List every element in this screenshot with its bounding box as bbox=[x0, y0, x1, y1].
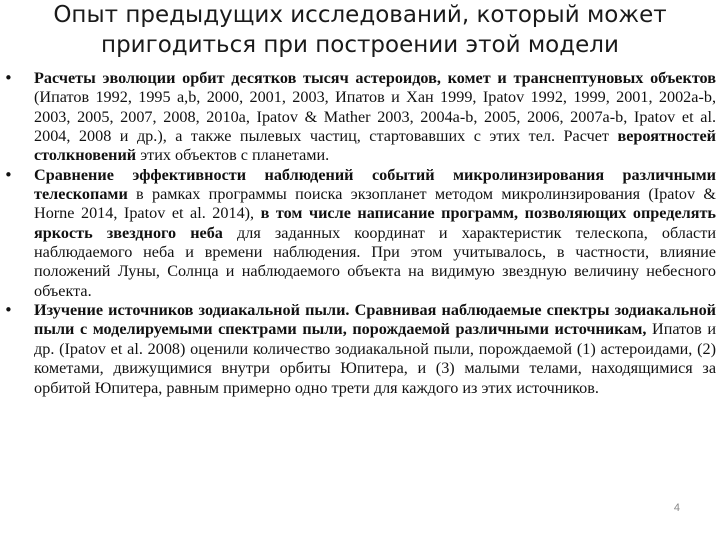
bullet-1-bold-term: вероятностей столкновений bbox=[34, 127, 716, 165]
bullet-icon: • bbox=[4, 69, 13, 87]
page-number: 4 bbox=[673, 502, 680, 514]
bullet-icon: • bbox=[4, 301, 13, 320]
bullet-1-text-end: этих объектов с планетами. bbox=[136, 146, 330, 165]
slide-title bbox=[0, 0, 720, 60]
bullet-item-orbits bbox=[4, 69, 716, 166]
bullet-2-text-end: для заданных координат и характеристик телескопа, области наблюдаемого неба и времени наблюдения. При этом учитывалось, в частности, влияние положений Луны, Солнца и наблюдаемого объекта на видимую звездную величину небесного объекта. bbox=[34, 223, 716, 300]
bullet-item-microlensing bbox=[4, 166, 716, 301]
bullet-list bbox=[4, 69, 716, 398]
bullet-2-bold-term: в том числе написание программ, позволяющих определять яркость звездного неба bbox=[34, 204, 716, 242]
bullet-3-text: Ипатов и др. (Ipatov et al. 2008) оценили количество зодиакальной пыли, порождаемой (1) астероидами, (2) кометами, движущимися внутри орбиты Юпитера, и (3) малыми телами, находящимися за орбитой Юпитера, равным примерно одно трети для каждого из этих источников. bbox=[34, 320, 716, 397]
bullet-icon: • bbox=[4, 165, 13, 184]
title-line-1: Опыт предыдущих исследований, который может bbox=[53, 2, 667, 28]
bullet-1-text: (Ипатов 1992, 1995 a,b, 2000, 2001, 2003, Ипатов и Хан 1999, Ipatov 1992, 1999, 2001, 2002a-b, 2003, 2005, 2007, 2008, 2010a, Ipatov & Mather 2003, 2004a-b, 2005, 2006, 2007a-b, Ipatov et al. 2004, 2008 и др.), а также пылевых частиц, стартовавших с этих тел. Расчет bbox=[34, 88, 716, 146]
bullet-2-bold-lead: Сравнение эффективности наблюдений событий микролинзирования различными телескопами bbox=[34, 165, 716, 204]
bullet-1-bold-lead: Расчеты эволюции орбит десятков тысяч астероидов, комет и транснептуновых объектов bbox=[34, 69, 716, 87]
bullet-item-zodiacal-dust bbox=[4, 301, 716, 398]
title-line-2: пригодиться при построении этой модели bbox=[101, 32, 619, 58]
bullet-3-bold-lead: Изучение источников зодиакальной пыли. Сравнивая наблюдаемые спектры зодиакальной пыли с моделируемыми спектрами пыли, порождаемой различными источникам, bbox=[34, 301, 716, 339]
bullet-2-text: в рамках программы поиска экзопланет методом микролинзирования (Ipatov & Horne 2014, Ipatov et al. 2014), bbox=[34, 185, 716, 223]
